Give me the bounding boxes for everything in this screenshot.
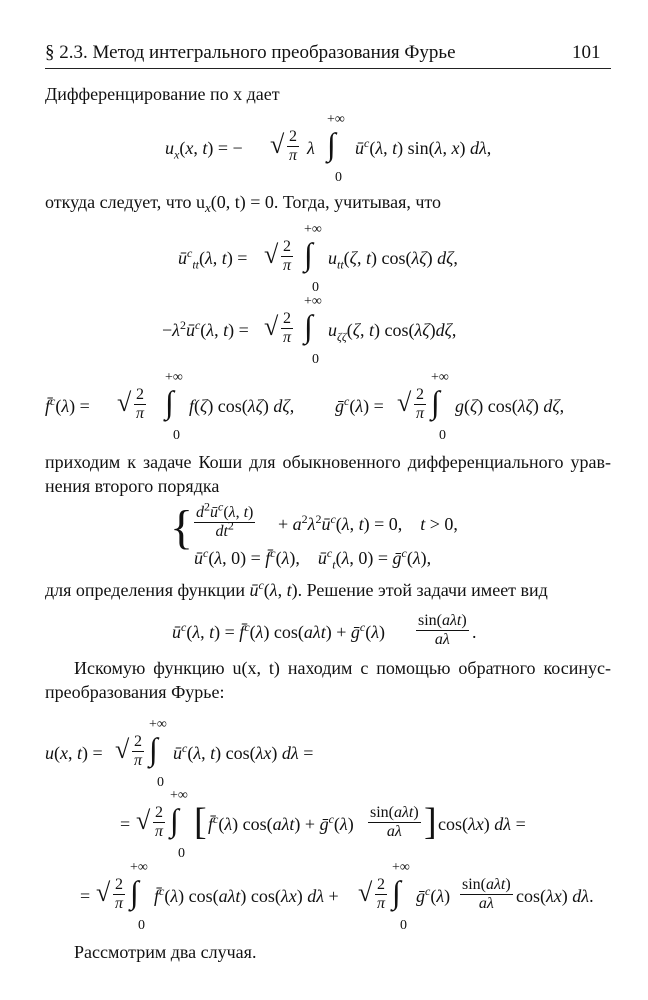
paragraph-2: откуда следует, что $u_x(0$, t) = 0. Тогда, учитывая, что (45, 192, 442, 215)
equation-9: = √ $\frac{2}{\pi}$ +∞ ∫ 0 [ f̄$^c$(λ) cos(aλt) + ḡ$^c$(λ) sin(aλt) aλ ] cos(λx) dλ = (120, 788, 526, 861)
paragraph-1: Дифференцирование по x дает (45, 84, 280, 104)
equation-3: $ū^c_{tt}(\lambda$, t) = √ $\frac{2}{\pi}$ +∞ ∫ 0 $u_{tt}(\zeta$, t) cos(λζ) dζ, (178, 222, 458, 295)
running-header: § 2.3. Метод интегрального преобразования Фурье (45, 42, 456, 63)
paragraph-5a: Искомую функцию u(x, t) находим с помощью обратного косинус- (74, 658, 611, 678)
paragraph-5b: преобразования Фурье: (45, 682, 225, 702)
paragraph-4: для определения функции $ū^c(\lambda$, t). Решение этой задачи имеет вид (45, 578, 548, 600)
paragraph-3a: приходим к задаче Коши для обыкновенного дифференциального урав- (45, 452, 611, 472)
page-number: 101 (572, 42, 601, 63)
equation-1: $u_x(x$, t) = − √ $\frac{2}{\pi}$ λ +∞ ∫ 0 $ū^c(\lambda$, t) sin(λ, x) dλ, (165, 112, 492, 185)
equation-8: u(x, t) = √ $\frac{2}{\pi}$ +∞ ∫ 0 $ū^c(\lambda$, t) cos(λx) dλ = (45, 717, 314, 790)
equation-6-system: { $\frac{d^2ū^c(\lambda, t)}{dt^2}$ + $a^2\lambda^2ū^c(\lambda$, t) = 0, t > 0, $ū^c(\lambda$, 0) = f̄$^c$(λ), $ū^c_t(\lambda$, 0) = ḡ$^c$(λ), (170, 499, 458, 572)
equation-4: $-\lambda^2ū^c(\lambda$, t) = √ $\frac{2}{\pi}$ +∞ ∫ 0 $u_{\zeta\zeta}(\zeta$, t) cos(λζ)dζ, (162, 294, 457, 367)
equation-7: $ū^c(\lambda$, t) = f̄$^c$(λ) cos(aλt) + ḡ$^c$(λ) sin(aλt) aλ . (172, 612, 477, 648)
paragraph-3b: нения второго порядка (45, 476, 220, 496)
equation-10: = √ $\frac{2}{\pi}$ +∞ ∫ 0 f̄$^c$(λ) cos(aλt) cos(λx) dλ + √ $\frac{2}{\pi}$ +∞ ∫ 0 ḡ$^c$(λ) sin(aλt) aλ cos(λx) dλ. (80, 860, 594, 933)
paragraph-6: Рассмотрим два случая. (74, 942, 257, 962)
equation-5: f̄$^c$(λ) = √ $\frac{2}{\pi}$ +∞ ∫ 0 f(ζ) cos(λζ) dζ, ḡ$^c$(λ) = √ $\frac{2}{\pi}$ +∞ ∫ 0 g(ζ) cos(λζ) dζ, (45, 370, 565, 443)
header-rule (45, 68, 611, 69)
